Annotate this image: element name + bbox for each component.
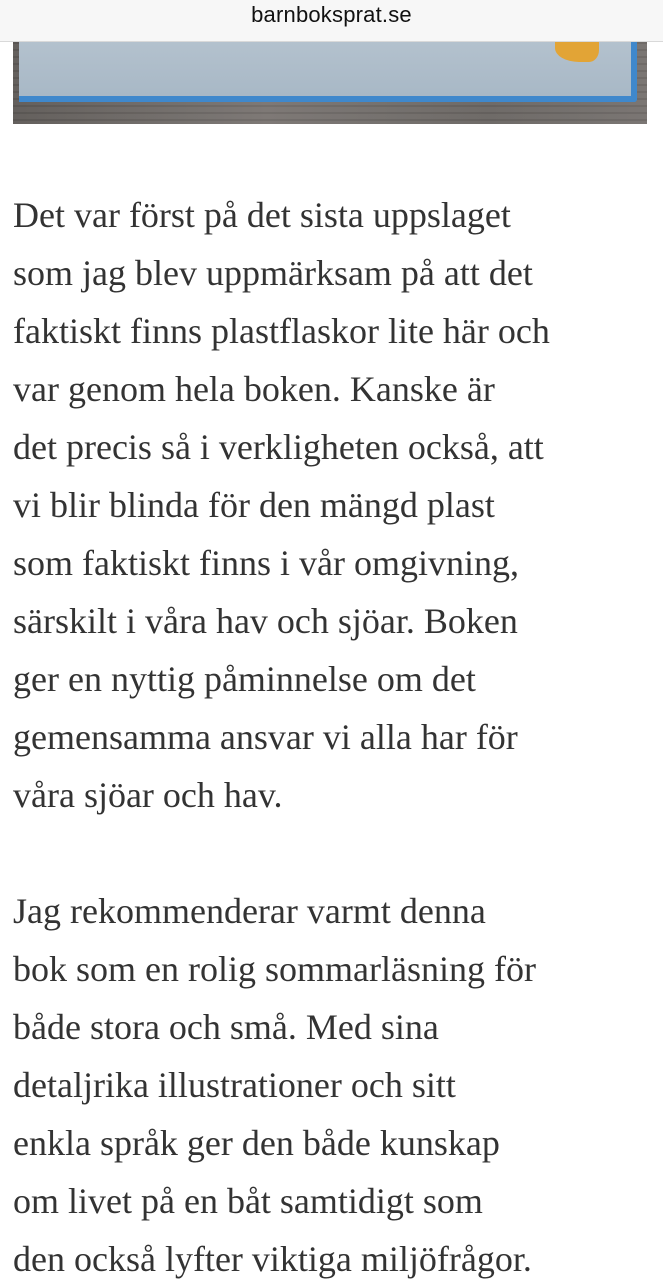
text-line: enkla språk ger den både kunskap (13, 1123, 500, 1163)
text-line: både stora och små. Med sina (13, 1007, 439, 1047)
photo-book-cover (19, 42, 637, 102)
article-paragraph (13, 186, 653, 824)
text-line: som faktiskt finns i vår omgivning, (13, 543, 519, 583)
text-line: faktiskt finns plastflaskor lite här och (13, 311, 550, 351)
article-photo (13, 42, 647, 124)
text-line: ger en nyttig påminnelse om det (13, 659, 476, 699)
text-line: som jag blev uppmärksam på att det (13, 253, 533, 293)
text-line: bok som en rolig sommarläsning för (13, 949, 536, 989)
text-line: Det var först på det sista uppslaget (13, 195, 511, 235)
text-line: Jag rekommenderar varmt denna (13, 891, 486, 931)
text-line: särskilt i våra hav och sjöar. Boken (13, 601, 518, 641)
text-line: gemensamma ansvar vi alla har för (13, 717, 518, 757)
text-line: våra sjöar och hav. (13, 775, 283, 815)
text-line: vi blir blinda för den mängd plast (13, 485, 495, 525)
text-line: om livet på en båt samtidigt som (13, 1181, 483, 1221)
article-body (13, 186, 653, 1288)
url-text[interactable]: barnboksprat.se (251, 2, 412, 27)
article-paragraph (13, 882, 653, 1288)
text-line: var genom hela boken. Kanske är (13, 369, 495, 409)
text-line: detaljrika illustrationer och sitt (13, 1065, 456, 1105)
browser-address-bar[interactable] (0, 0, 663, 42)
text-line: det precis så i verkligheten också, att (13, 427, 544, 467)
text-line: den också lyfter viktiga miljöfrågor. (13, 1239, 532, 1279)
